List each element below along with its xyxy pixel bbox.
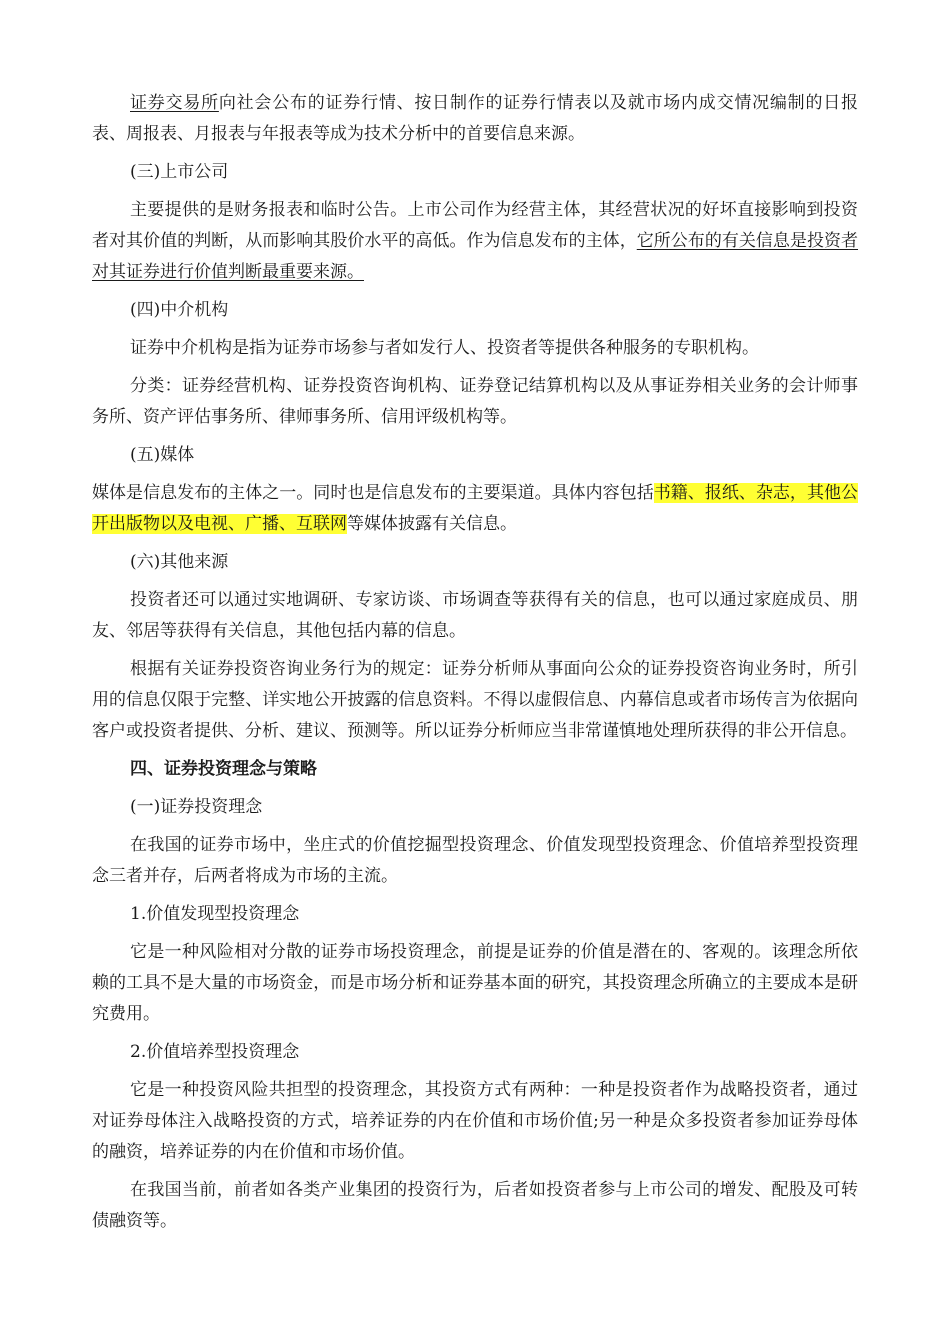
paragraph-listed-companies [92, 195, 858, 288]
heading-other-sources: (六)其他来源 [130, 552, 229, 572]
paragraph-text: 向社会公布的证券行情、按日制作的证券行情表以及就市场内成交情况编制的日报表、周报表、月报表与年报表等成为技术分析中的首要信息来源。 [92, 93, 858, 144]
paragraph-other-sources: 投资者还可以通过实地调研、专家访谈、市场调查等获得有关的信息，也可以通过家庭成员、朋友、邻居等获得有关信息，其他包括内幕的信息。 [92, 590, 858, 641]
heading-listed-companies: (三)上市公司 [130, 162, 229, 182]
heading-investment-concept: (一)证券投资理念 [130, 797, 263, 817]
heading-media: (五)媒体 [130, 445, 195, 465]
heading-value-cultivation: 2.价值培养型投资理念 [130, 1042, 300, 1062]
paragraph-analyst-rules: 根据有关证券投资咨询业务行为的规定：证券分析师从事面向公众的证券投资咨询业务时，所引用的信息仅限于完整、详实地公开披露的信息资料。不得以虚假信息、内幕信息或者市场传言为依据向客户或投资者提供、分析、建议、预测等。所以证券分析师应当非常谨慎地处理所获得的非公开信息。 [92, 659, 858, 741]
underlined-key-sentence: 它所公布的有关信息是投资者对其证券进行价值判断最重要来源。 [92, 231, 859, 282]
paragraph-intermediary-definition: 证券中介机构是指为证券市场参与者如发行人、投资者等提供各种服务的专职机构。 [130, 338, 759, 358]
heading-intermediaries: (四)中介机构 [130, 300, 229, 320]
document-page [92, 88, 858, 1244]
heading-section-4: 四、证券投资理念与策略 [130, 759, 317, 779]
highlighted-media-list: 书籍、报纸、杂志，其他公开出版物以及电视、广播、互联网 [92, 483, 858, 534]
paragraph-value-discovery: 它是一种风险相对分散的证券市场投资理念，前提是证券的价值是潜在的、客观的。该理念所依赖的工具不是大量的市场资金，而是市场分析和证券基本面的研究，其投资理念所确立的主要成本是研究费用。 [92, 942, 858, 1024]
paragraph-current-practice: 在我国当前，前者如各类产业集团的投资行为，后者如投资者参与上市公司的增发、配股及可转债融资等。 [92, 1180, 858, 1231]
paragraph-media [92, 478, 858, 540]
paragraph-exchange-info [92, 88, 858, 150]
paragraph-text: 主要提供的是财务报表和临时公告。上市公司作为经营主体，其经营状况的好坏直接影响到投资者对其价值的判断，从而影响其股价水平的高低。作为信息发布的主体， [92, 200, 858, 251]
underlined-exchange-term: 证券交易所 [130, 93, 219, 113]
paragraph-text: 等媒体披露有关信息。 [347, 514, 517, 534]
paragraph-text: 媒体是信息发布的主体之一。同时也是信息发布的主要渠道。具体内容包括 [92, 483, 654, 503]
paragraph-value-cultivation: 它是一种投资风险共担型的投资理念，其投资方式有两种：一种是投资者作为战略投资者，通过对证券母体注入战略投资的方式，培养证券的内在价值和市场价值;另一种是众多投资者参加证券母体的融资，培养证券的内在价值和市场价值。 [92, 1080, 858, 1162]
paragraph-intermediary-categories: 分类：证券经营机构、证券投资咨询机构、证券登记结算机构以及从事证券相关业务的会计师事务所、资产评估事务所、律师事务所、信用评级机构等。 [92, 376, 858, 427]
paragraph-concepts-overview: 在我国的证券市场中，坐庄式的价值挖掘型投资理念、价值发现型投资理念、价值培养型投资理念三者并存，后两者将成为市场的主流。 [92, 835, 858, 886]
heading-value-discovery: 1.价值发现型投资理念 [130, 904, 300, 924]
